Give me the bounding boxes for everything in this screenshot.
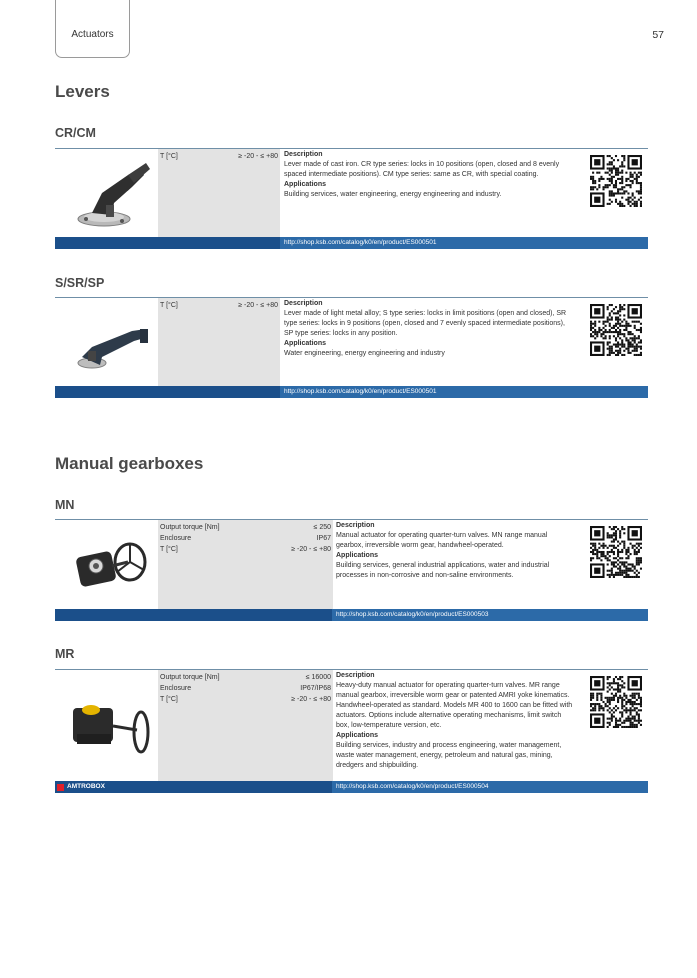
spec-label: Output torque [Nm]	[160, 674, 220, 681]
product-image-mr	[55, 670, 158, 781]
spec-value: ≥ -20 - ≤ +80	[238, 153, 278, 160]
link-bar	[55, 781, 648, 793]
product-title-cr-cm: CR/CM	[55, 126, 96, 140]
qr-code-icon[interactable]	[590, 155, 642, 207]
product-title-mn: MN	[55, 498, 75, 512]
applications-label: Applications	[336, 732, 379, 739]
product-description	[284, 299, 568, 359]
description-label: Description	[284, 151, 323, 158]
spec-value: IP67/IP68	[300, 685, 331, 692]
spec-label: Enclosure	[160, 535, 192, 542]
product-card-mn	[55, 519, 648, 623]
section-tab	[55, 0, 130, 58]
product-card-cr-cm	[55, 148, 648, 252]
product-link[interactable]: http://shop.ksb.com/catalog/k0/en/product/ES000501	[280, 386, 648, 398]
section-tab-label: Actuators	[71, 29, 114, 40]
section-title-levers: Levers	[55, 82, 110, 101]
spec-value: ≥ -20 - ≤ +80	[291, 696, 331, 703]
brand-name: AMTROBOX	[67, 783, 105, 790]
spec-label: T [°C]	[160, 302, 178, 309]
description-text: Heavy-duty manual actuator for operating quarter-turn valves. MR range manual gearbox, irreversible worm gear or patented AMRI yoke kinematics. Handwheel-operated as standard. Models MR 400 to 1600 can be fitted with actuators. Options include alternative operating mechanisms, limit switch box, low-temperature version, etc.	[336, 682, 573, 729]
spec-label: T [°C]	[160, 153, 178, 160]
applications-label: Applications	[284, 340, 327, 347]
spec-table	[158, 149, 280, 237]
applications-label: Applications	[336, 552, 379, 559]
applications-text: Building services, water engineering, energy engineering and industry.	[284, 191, 502, 198]
product-title-mr: MR	[55, 647, 75, 661]
description-label: Description	[336, 522, 375, 529]
link-bar	[55, 386, 648, 398]
spec-label: Output torque [Nm]	[160, 524, 220, 531]
qr-code-icon[interactable]	[590, 676, 642, 728]
product-title-s-sr-sp: S/SR/SP	[55, 276, 105, 290]
section-title-manual-gearboxes: Manual gearboxes	[55, 454, 204, 473]
applications-label: Applications	[284, 181, 327, 188]
product-image-mn	[55, 520, 158, 609]
product-description	[284, 150, 568, 200]
spec-row	[160, 522, 331, 533]
description-label: Description	[284, 300, 323, 307]
spec-row	[160, 533, 331, 544]
spec-label: Enclosure	[160, 685, 192, 692]
link-bar	[55, 609, 648, 621]
spec-value: IP67	[316, 535, 331, 542]
spec-row	[160, 683, 331, 694]
spec-row	[160, 544, 331, 555]
product-image-s-sr-sp	[55, 298, 158, 386]
brand-label	[57, 781, 105, 793]
spec-row	[160, 300, 278, 311]
spec-table	[158, 670, 333, 781]
applications-text: Building services, industry and process engineering, water management, waste water management, energy, petroleum and natural gas, mining, dredgers and shipbuilding.	[336, 742, 562, 769]
product-link[interactable]: http://shop.ksb.com/catalog/k0/en/product/ES000503	[332, 609, 648, 621]
spec-value: ≥ -20 - ≤ +80	[238, 302, 278, 309]
link-bar	[55, 237, 648, 249]
spec-row	[160, 672, 331, 683]
spec-label: T [°C]	[160, 546, 178, 553]
product-link[interactable]: http://shop.ksb.com/catalog/k0/en/product/ES000501	[280, 237, 648, 249]
page-number: 57	[652, 29, 664, 41]
applications-text: Water engineering, energy engineering and industry	[284, 350, 445, 357]
brand-logo-icon	[57, 784, 64, 791]
product-card-mr	[55, 669, 648, 795]
product-description	[336, 521, 576, 581]
spec-value: ≤ 250	[313, 524, 331, 531]
spec-row	[160, 151, 278, 162]
description-label: Description	[336, 672, 375, 679]
description-text: Lever made of cast iron. CR type series: locks in 10 positions (open, closed and 8 evenly spaced intermediate positions). CM type series: same as CR, with special coating.	[284, 161, 560, 178]
applications-text: Building services, general industrial applications, water and industrial processes in non-corrosive and non-saline environments.	[336, 562, 550, 579]
qr-code-icon[interactable]	[590, 304, 642, 356]
product-card-s-sr-sp	[55, 297, 648, 401]
description-text: Manual actuator for operating quarter-turn valves. MN range manual gearbox, irreversible worm gear, handwheel-operated.	[336, 532, 548, 549]
product-image-cr-cm	[55, 149, 158, 237]
description-text: Lever made of light metal alloy; S type series: locks in limit positions (open and closed), SR type series: locks in 9 positions (open, closed and 7 evenly spaced intermediate positions), SP type series: locks in any position.	[284, 310, 567, 337]
spec-label: T [°C]	[160, 696, 178, 703]
spec-table	[158, 520, 333, 609]
product-description	[336, 671, 576, 771]
spec-value: ≥ -20 - ≤ +80	[291, 546, 331, 553]
qr-code-icon[interactable]	[590, 526, 642, 578]
spec-table	[158, 298, 280, 386]
spec-value: ≤ 16000	[305, 674, 331, 681]
product-link[interactable]: http://shop.ksb.com/catalog/k0/en/product/ES000504	[332, 781, 648, 793]
spec-row	[160, 694, 331, 705]
